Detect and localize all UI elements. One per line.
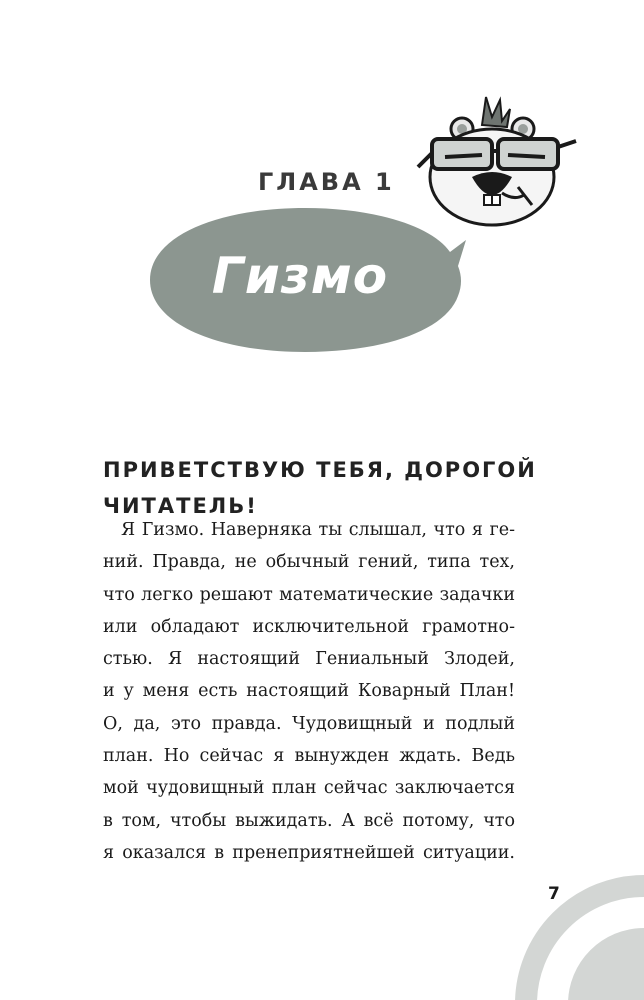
chapter-label: ГЛАВА 1 xyxy=(258,168,395,196)
body-line: план. Но сейчас я вынужден ждать. Ведь xyxy=(103,746,515,767)
body-line: или обладают исключительной грамотно- xyxy=(103,616,515,637)
chapter-title: Гизмо xyxy=(211,247,389,305)
body-line: мой чудовищный план сейчас заключается xyxy=(103,778,515,799)
page-number: 7 xyxy=(548,884,560,904)
greeting-heading-line-2: ЧИТАТЕЛЬ! xyxy=(103,494,258,518)
greeting-heading-line-1: ПРИВЕТСТВУЮ ТЕБЯ, ДОРОГОЙ xyxy=(103,458,537,482)
body-line: стью. Я настоящий Гениальный Злодей, xyxy=(103,649,515,670)
body-line: я оказался в пренеприятнейшей ситуации. xyxy=(103,842,515,863)
corner-ring-decoration xyxy=(500,860,644,1000)
body-paragraph xyxy=(103,514,515,869)
body-line: О, да, это правда. Чудовищный и подлый xyxy=(103,713,515,734)
body-line: в том, чтобы выжидать. А всё потому, что xyxy=(103,810,515,831)
body-line: Я Гизмо. Наверняка ты слышал, что я ге- xyxy=(121,520,515,540)
body-line: и у меня есть настоящий Коварный План! xyxy=(103,681,515,702)
body-line: ний. Правда, не обычный гений, типа тех, xyxy=(103,552,515,573)
hamster-with-glasses-icon xyxy=(410,95,585,230)
body-line: что легко решают математические задачки xyxy=(103,584,515,605)
